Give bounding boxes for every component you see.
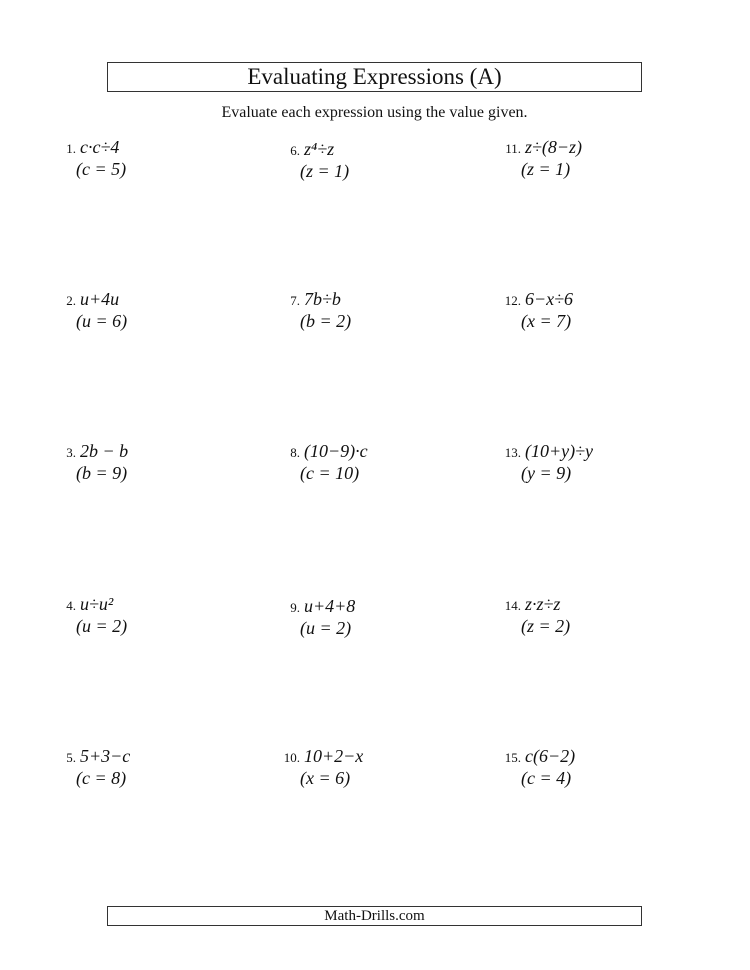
problem-given-value: (c = 8)	[76, 768, 127, 788]
worksheet-title: Evaluating Expressions (A)	[107, 62, 642, 92]
problem-3	[58, 441, 268, 483]
problem-expression: (10−9)·c	[304, 441, 368, 461]
problem-4	[58, 594, 268, 636]
problem-1	[58, 137, 268, 179]
problem-number: 12.	[504, 293, 521, 308]
problem-expression: 5+3−c	[80, 746, 131, 766]
problem-14	[503, 594, 713, 636]
problem-number: 1.	[66, 141, 76, 156]
problem-expression: c(6−2)	[525, 746, 576, 766]
problem-expression: 7b÷b	[304, 289, 341, 309]
problem-given-value: (z = 1)	[300, 161, 350, 181]
problem-given-value: (z = 2)	[521, 616, 571, 636]
problem-number: 15.	[504, 750, 521, 765]
problem-number: 5.	[66, 750, 76, 765]
problem-6	[282, 139, 492, 181]
problem-given-value: (x = 7)	[521, 311, 572, 331]
problem-given-value: (z = 1)	[521, 159, 571, 179]
problem-number: 14.	[504, 598, 521, 613]
problem-given-value: (b = 2)	[300, 311, 352, 331]
problem-expression: c·c÷4	[80, 137, 120, 157]
problem-8	[282, 441, 492, 483]
problem-number: 13.	[504, 445, 521, 460]
problem-expression: z·z÷z	[525, 594, 561, 614]
problem-9	[282, 596, 492, 638]
problem-expression: 6−x÷6	[525, 289, 574, 309]
problem-15	[503, 746, 713, 788]
problem-expression: 10+2−x	[304, 746, 364, 766]
problem-expression: u+4u	[80, 289, 120, 309]
problem-number: 3.	[66, 445, 76, 460]
problem-given-value: (c = 5)	[76, 159, 127, 179]
problem-12	[503, 289, 713, 331]
problem-2	[58, 289, 268, 331]
problem-expression: z÷(8−z)	[525, 137, 583, 157]
problem-expression: 2b − b	[80, 441, 129, 461]
problem-number: 11.	[505, 141, 521, 156]
problem-expression: u÷u²	[80, 594, 114, 614]
footer-source: Math-Drills.com	[107, 906, 642, 926]
problem-number: 6.	[290, 143, 300, 158]
problem-given-value: (c = 10)	[300, 463, 360, 483]
problem-number: 10.	[283, 750, 300, 765]
problem-given-value: (x = 6)	[300, 768, 351, 788]
problem-given-value: (c = 4)	[521, 768, 572, 788]
problem-given-value: (y = 9)	[521, 463, 572, 483]
problem-given-value: (u = 6)	[76, 311, 128, 331]
problem-7	[282, 289, 492, 331]
problem-expression: u+4+8	[304, 596, 356, 616]
problem-expression: z⁴÷z	[304, 139, 335, 159]
problem-given-value: (u = 2)	[300, 618, 352, 638]
problem-given-value: (b = 9)	[76, 463, 128, 483]
problem-13	[503, 441, 713, 483]
problem-10	[282, 746, 492, 788]
problem-number: 9.	[290, 600, 300, 615]
problem-expression: (10+y)÷y	[525, 441, 593, 461]
problem-11	[503, 137, 713, 179]
worksheet-instructions: Evaluate each expression using the value given.	[221, 104, 528, 121]
problem-number: 7.	[290, 293, 300, 308]
problem-5	[58, 746, 268, 788]
problem-given-value: (u = 2)	[76, 616, 128, 636]
problem-number: 8.	[290, 445, 300, 460]
problem-number: 4.	[66, 598, 76, 613]
problem-number: 2.	[66, 293, 76, 308]
